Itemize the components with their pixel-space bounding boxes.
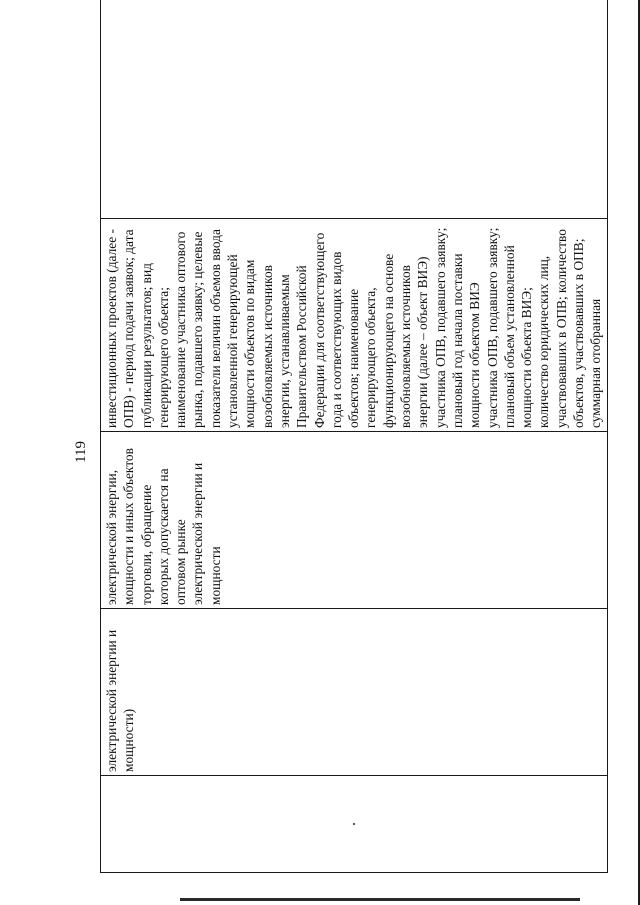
- text-line: торговли, обращение: [138, 484, 154, 605]
- table-cell-col-d: [101, 219, 608, 432]
- text-line: мощности объектов по видам: [242, 259, 258, 428]
- text-line: наименование участника оптового: [173, 231, 189, 428]
- text-line: участника ОПВ, подавшего заявку;: [484, 227, 500, 428]
- text-line: мощности объектом ВИЭ: [467, 282, 483, 428]
- text-line: рынка, подавшего заявку; целевые: [190, 231, 206, 428]
- text-line: Правительством Российской: [294, 265, 310, 428]
- scan-edge-mark: [180, 898, 580, 901]
- text-line: показатели величин объемов ввода: [207, 229, 223, 428]
- text-line: электрической энергии и: [104, 629, 119, 772]
- text-line: возобновляемых источников: [398, 265, 414, 428]
- text-line: объектов, участвовавших в ОПВ;: [571, 238, 587, 428]
- rotated-content: [70, 31, 604, 873]
- text-line: генерирующего объекта;: [155, 287, 171, 428]
- text-line: участника ОПВ, подавшего заявку;: [432, 227, 448, 428]
- text-line: оптовом рынке: [173, 519, 189, 605]
- page-number: 119: [73, 441, 89, 463]
- text-line: инвестиционных проектов (далее -: [104, 229, 119, 428]
- text-line: объектов; наименование: [346, 288, 362, 428]
- text-line: функционирующего на основе: [380, 253, 396, 428]
- table-row: [101, 0, 608, 873]
- text-line: мощности): [121, 708, 137, 772]
- text-line: участвовавших в ОПВ; количество: [553, 229, 569, 428]
- text-line: электрической энергии,: [104, 469, 119, 605]
- text-line: ОПВ) - период подачи заявок; дата: [121, 229, 137, 428]
- text-line: Федерации для соответствующего: [311, 232, 327, 428]
- text-line: которых допускается на: [155, 468, 171, 605]
- text-line: электрической энергии и: [190, 462, 206, 605]
- text-line: генерирующего объекта,: [363, 287, 379, 428]
- text-line: установленной генерирующей: [225, 254, 241, 428]
- text-line: публикации результатов; вид: [138, 263, 154, 428]
- text-line: мощности объекта ВИЭ;: [519, 287, 535, 428]
- table-cell-col-e: [101, 0, 608, 219]
- text-line: плановый год начала поставки: [449, 253, 465, 428]
- text-line: мощности: [207, 546, 223, 605]
- text-line: количество юридических лиц,: [536, 255, 552, 428]
- table-cell-col-b: [101, 609, 608, 776]
- scan-artifact-dot: [353, 823, 355, 825]
- text-line: энергии, устанавливаемым: [276, 274, 292, 428]
- text-line: суммарная отобранная: [588, 298, 604, 428]
- table-cell-col-c: [101, 432, 608, 609]
- text-line: мощности и иных объектов: [121, 448, 137, 605]
- text-line: возобновляемых источников: [259, 265, 275, 428]
- text-line: года и соответствующих видов: [328, 251, 344, 428]
- text-line: плановый объем установленной: [501, 245, 517, 428]
- data-table: [100, 0, 608, 873]
- text-line: энергии (далее – объект ВИЭ): [415, 256, 431, 428]
